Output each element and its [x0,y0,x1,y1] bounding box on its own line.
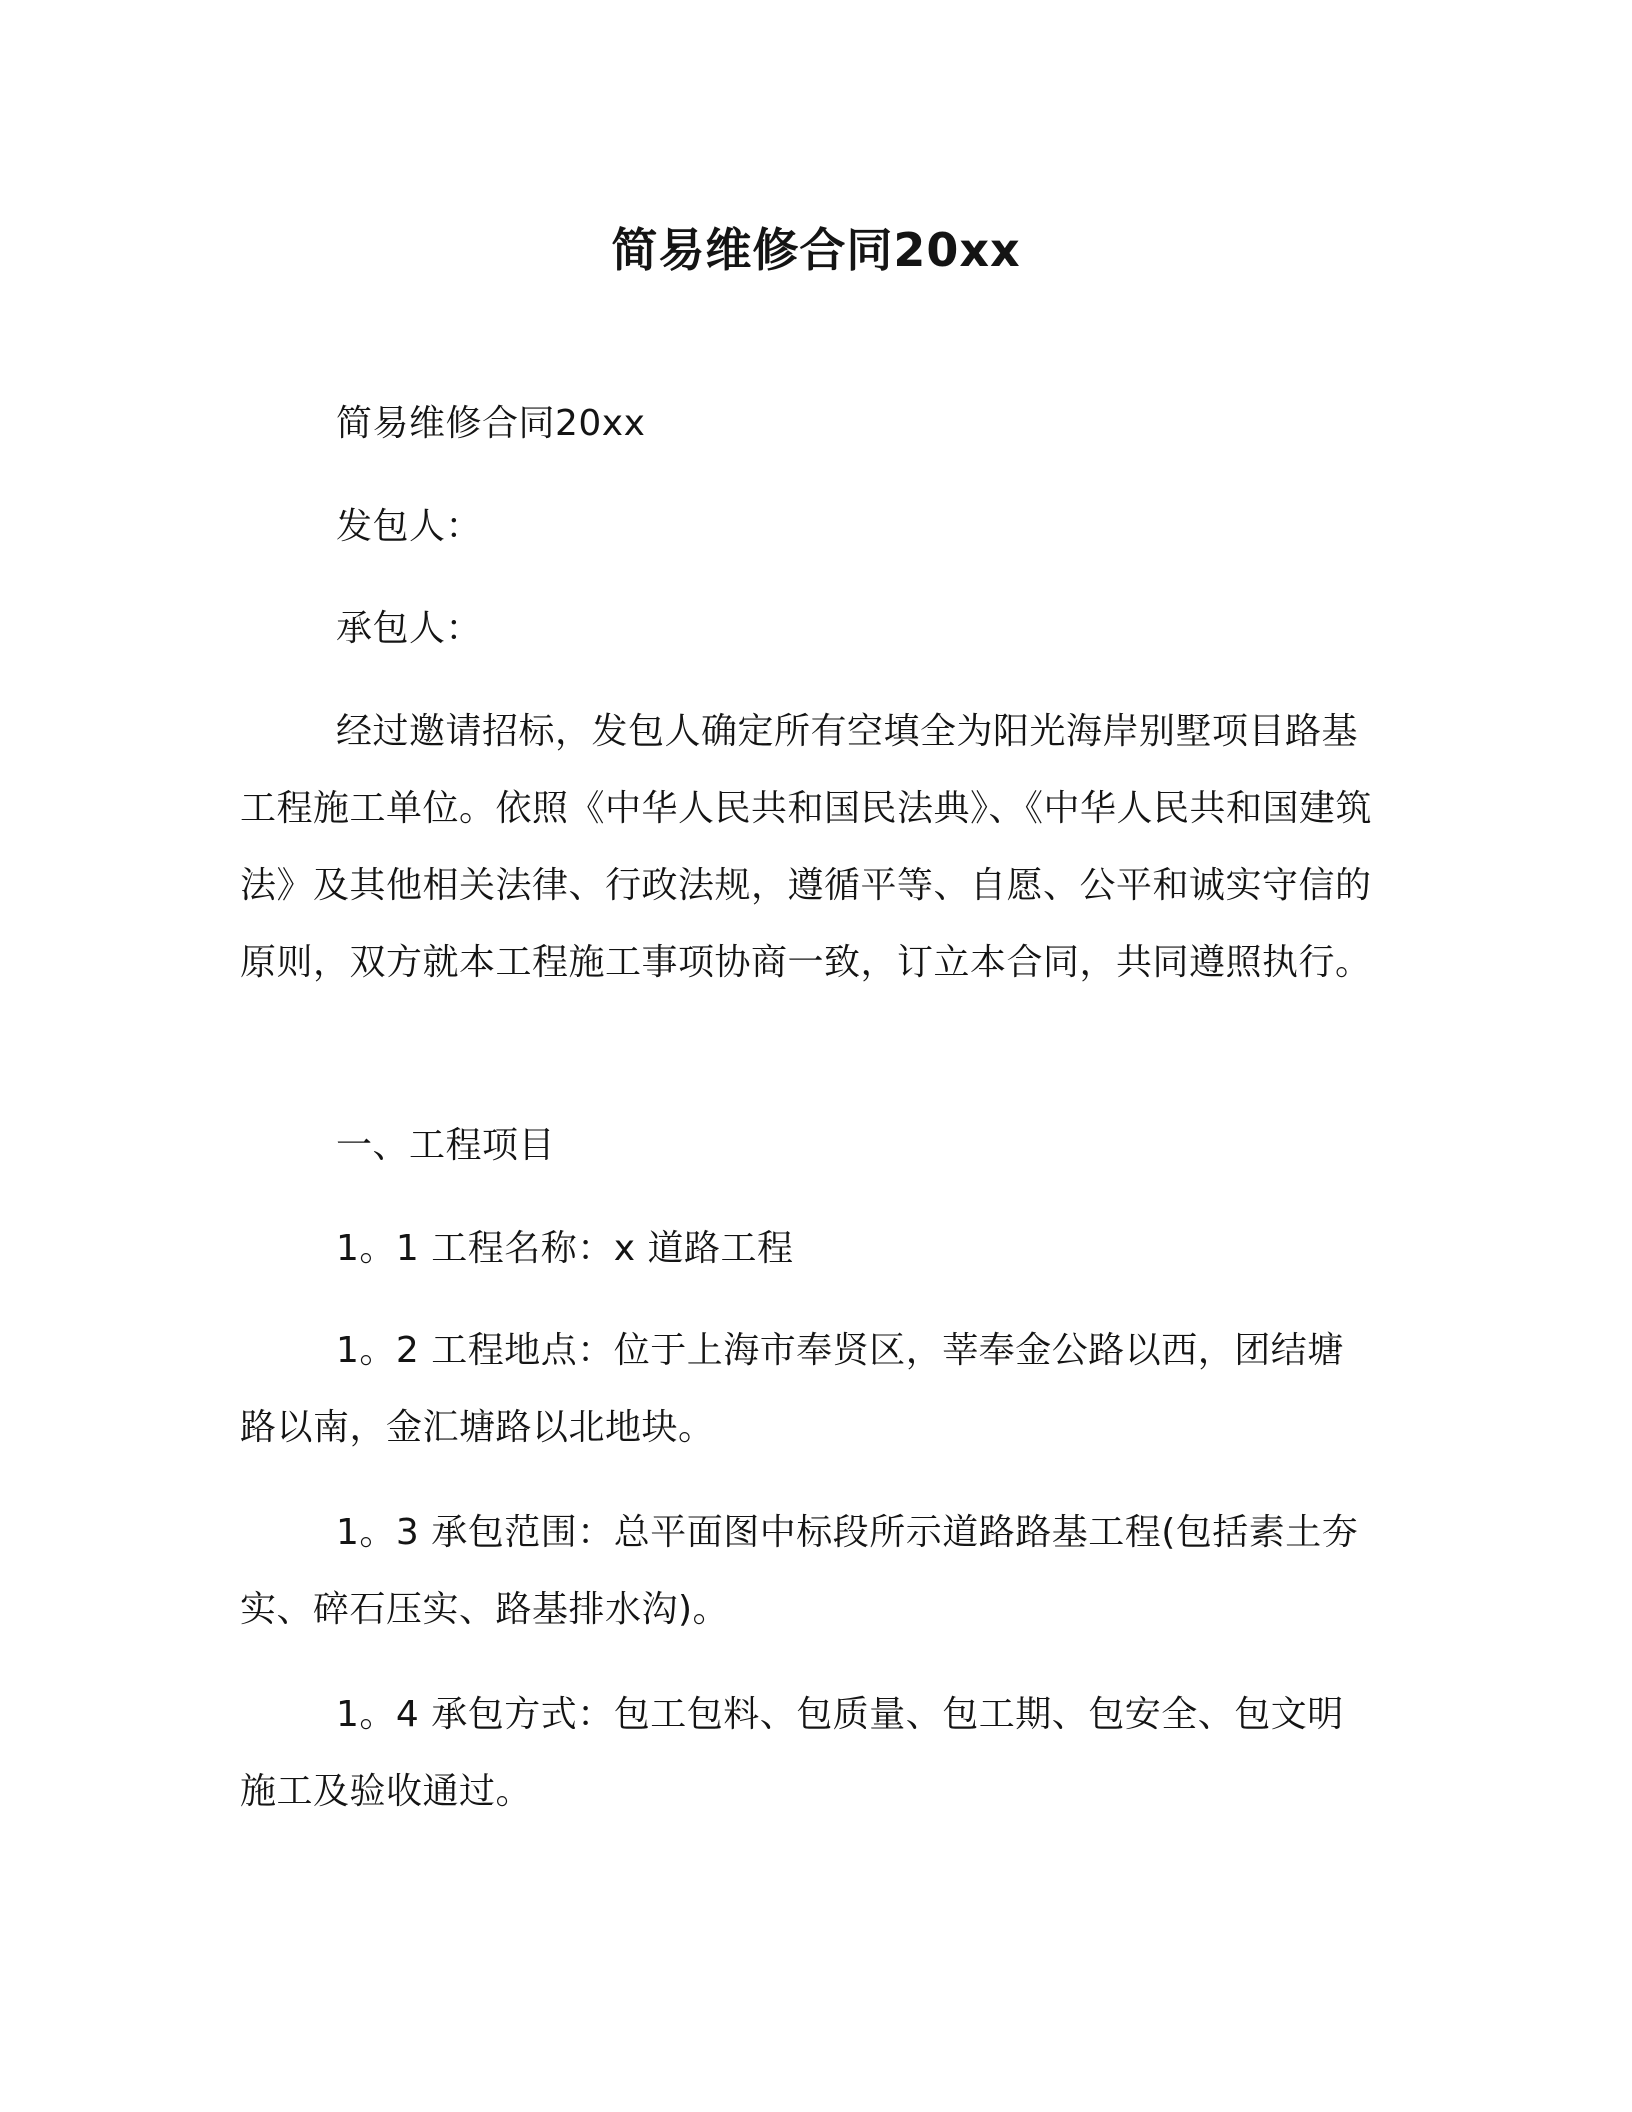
item-1-4-block [240,1676,1380,1830]
subtitle-block [240,385,1380,462]
item-1-1-block [240,1210,1380,1287]
party-b-label: 承包人： [336,608,483,649]
party-b-block [240,590,1380,667]
item-1-2-block [240,1312,1380,1466]
item-1-1-paragraph: 1。1 工程名称：x 道路工程 [336,1228,794,1269]
party-a-label: 发包人： [336,506,483,547]
item-1-4-paragraph: 1。4 承包方式：包工包料、包质量、包工期、包安全、包文明施工及验收通过。 [240,1694,1344,1812]
intro-paragraph: 经过邀请招标，发包人确定所有空填全为阳光海岸别墅项目路基工程施工单位。依照《中华人民共和国民法典》、《中华人民共和国建筑法》及其他相关法律、行政法规，遵循平等、自愿、公平和诚实守信的原则，双方就本工程施工事项协商一致，订立本合同，共同遵照执行。 [240,711,1373,983]
party-a-block [240,488,1380,565]
document-title: 简易维修合同20xx [611,223,1021,277]
item-1-3-paragraph: 1。3 承包范围：总平面图中标段所示道路路基工程(包括素土夯实、碎石压实、路基排水沟)。 [240,1512,1359,1630]
item-1-2-paragraph: 1。2 工程地点：位于上海市奉贤区，莘奉金公路以西，团结塘路以南，金汇塘路以北地块。 [240,1330,1344,1448]
section-1-heading: 一、工程项目 [336,1125,556,1166]
item-1-3-block [240,1494,1380,1648]
section-1-block [240,1107,1380,1184]
subtitle-paragraph: 简易维修合同20xx [336,403,646,444]
intro-block [240,693,1380,1001]
